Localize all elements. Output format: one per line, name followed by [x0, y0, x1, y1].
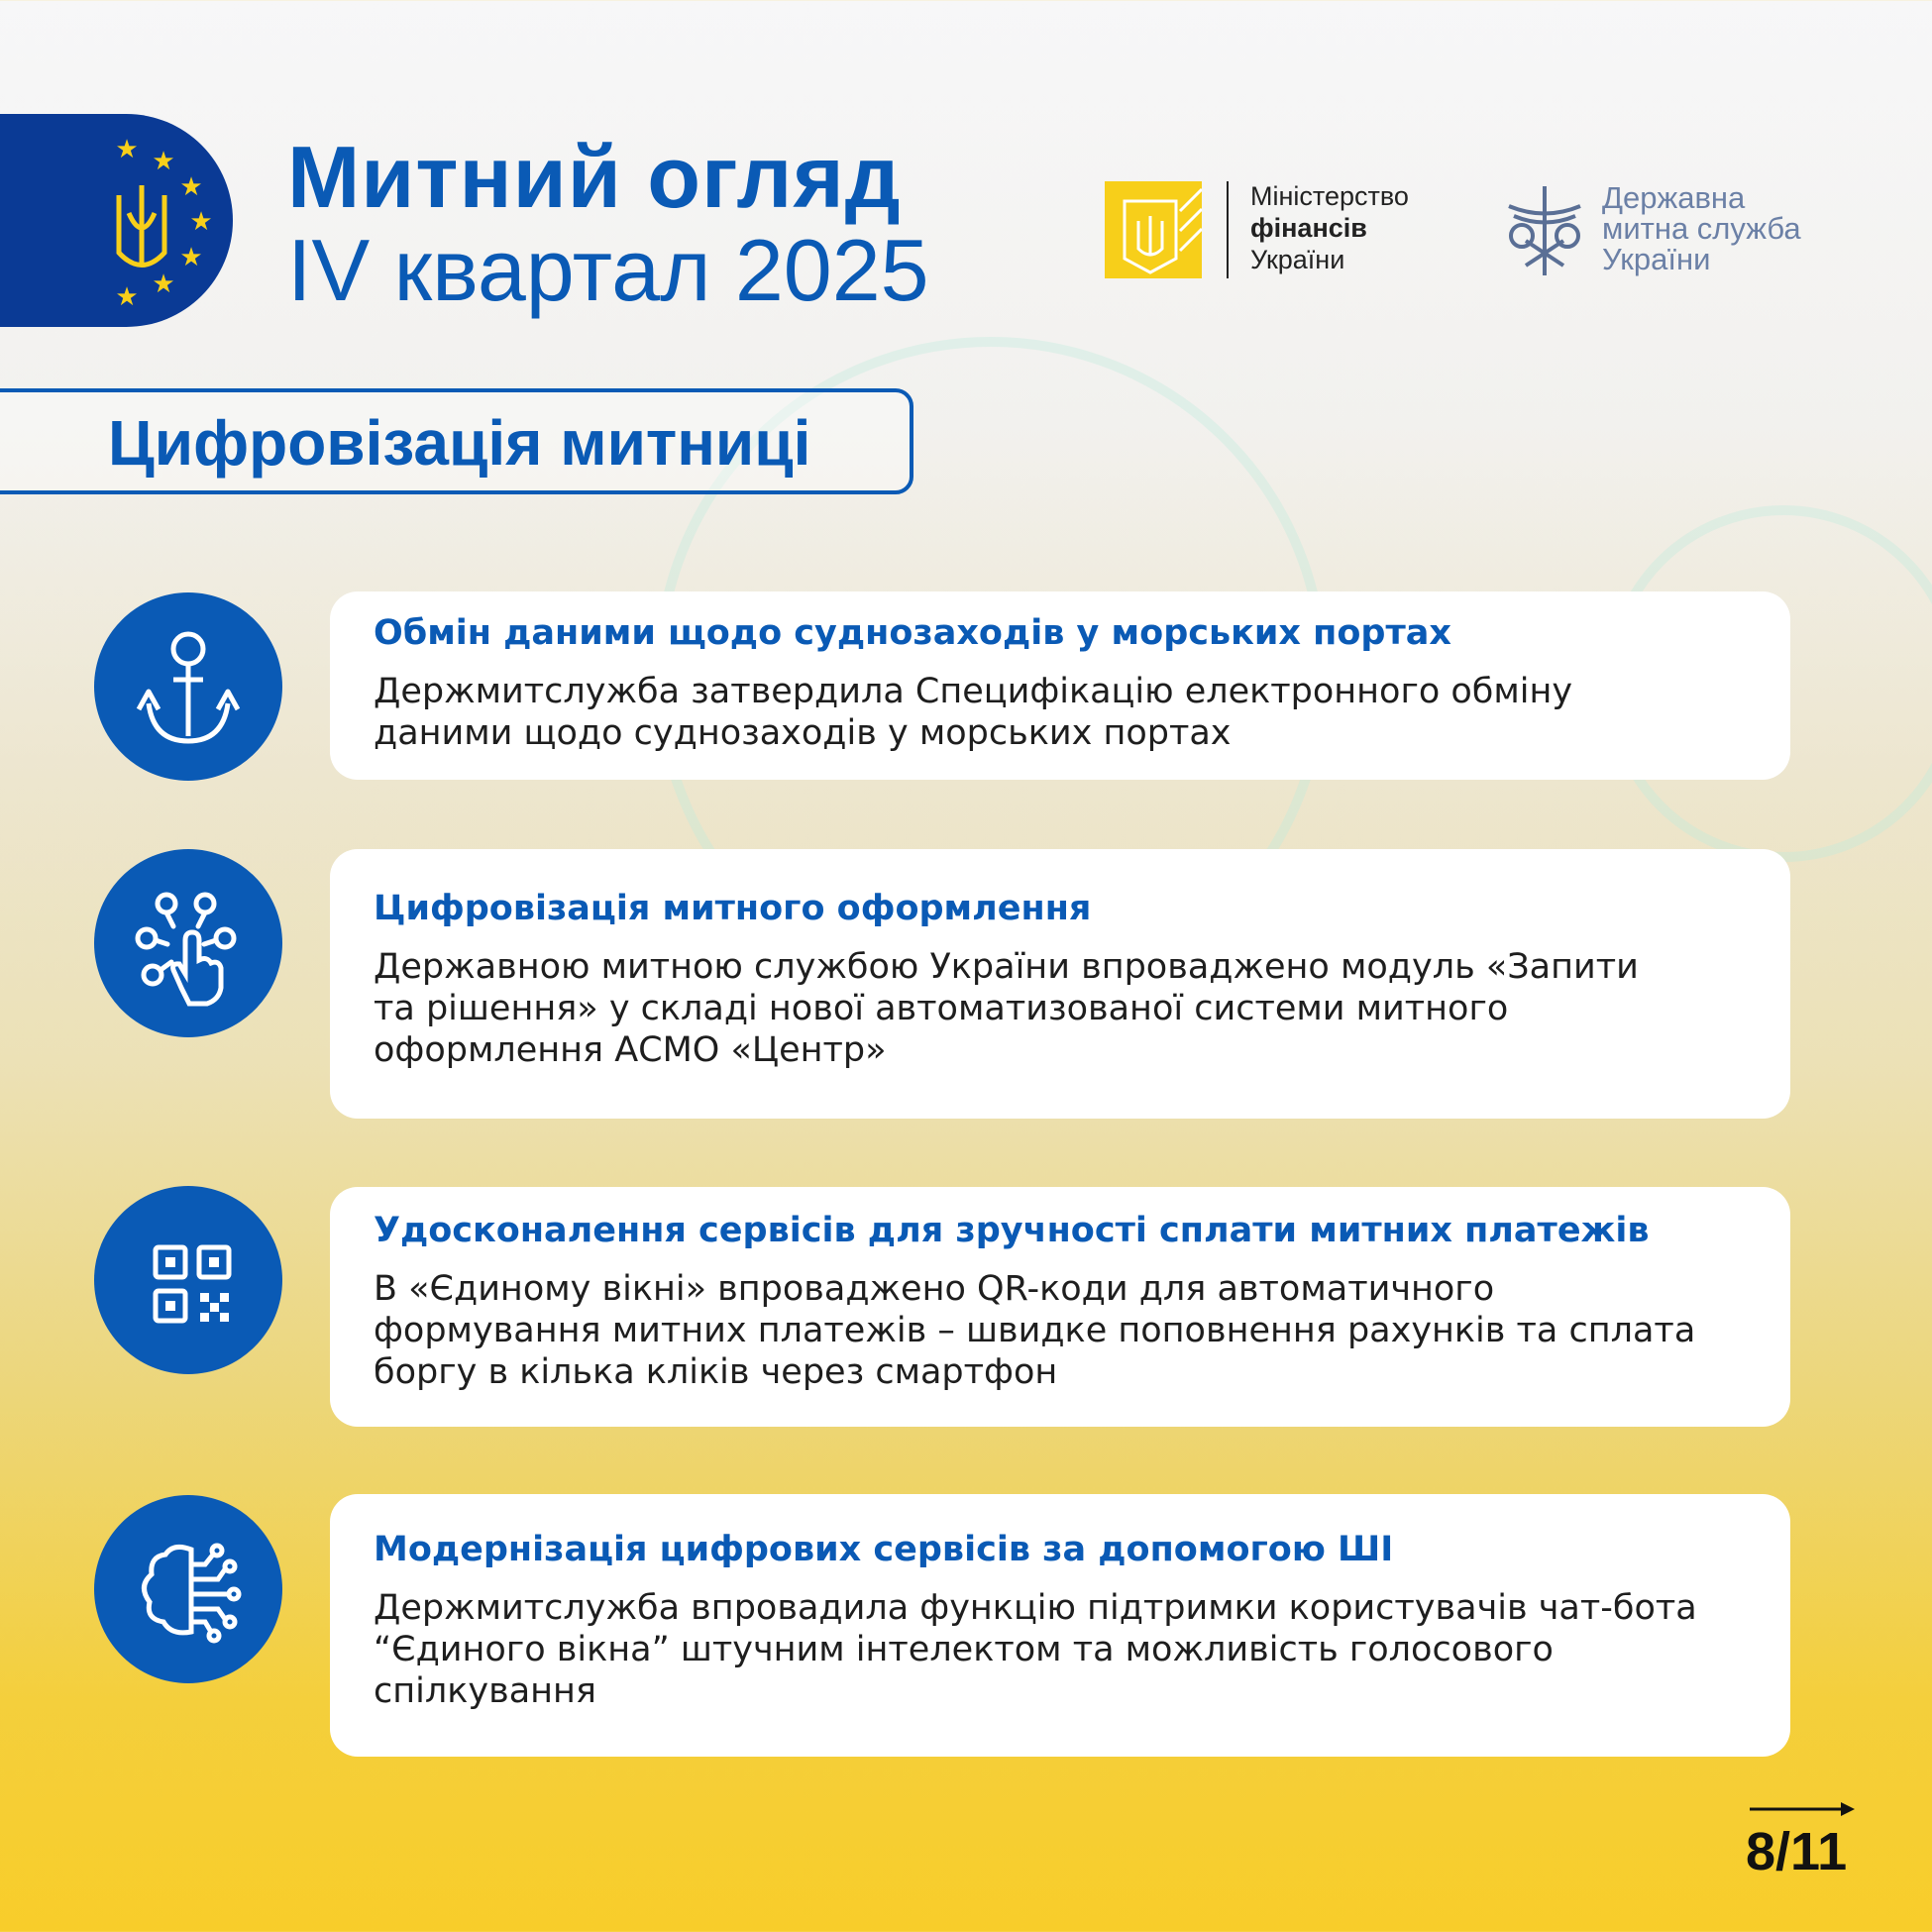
svg-text:★: ★ [115, 135, 139, 164]
news-card [330, 1494, 1790, 1757]
section-title: Цифровізація митниці [108, 407, 811, 479]
eu-ukraine-badge [0, 114, 233, 327]
logo-text: Міністерство [1250, 181, 1409, 211]
next-arrow-icon[interactable] [1750, 1799, 1859, 1819]
logo-divider [1227, 181, 1229, 278]
card-title: Модернізація цифрових сервісів за допомогою ШІ [374, 1530, 1394, 1569]
svg-text:★: ★ [152, 147, 175, 176]
card-body: Держмитслужба затвердила Специфікацію електронного обміну даними щодо суднозаходів у морських портах [374, 672, 1573, 753]
page-title: Митний огляд [287, 128, 902, 226]
logo-text: України [1602, 242, 1711, 276]
news-card [330, 591, 1790, 780]
card-body: В «Єдиному вікні» впроваджено QR-коди для автоматичного формування митних платежів – швидке поповнення рахунків та сплата боргу в кілька кліків через смартфон [374, 1269, 1696, 1392]
eu-stars-trident-icon [0, 114, 233, 327]
card-body: Держмитслужба впровадила функцію підтримки користувачів чат-бота “Єдиного вікна” штучним інтелектом та можливість голосового спілкування [374, 1588, 1697, 1711]
customs-caduceus-icon [1504, 181, 1585, 278]
logo-text: митна служба [1602, 211, 1801, 246]
news-card [330, 1187, 1790, 1427]
logo-text: Державна [1602, 180, 1746, 215]
svg-text:★: ★ [179, 243, 203, 272]
card-body: Державною митною службою України впроваджено модуль «Запити та рішення» у складі нової автоматизованої системи митного оформлення АСМО «Центр» [374, 947, 1639, 1070]
logo-text: фінансів [1250, 213, 1367, 243]
card-title: Обмін даними щодо суднозаходів у морських портах [374, 613, 1451, 653]
ministry-finance-name [1250, 180, 1409, 275]
svg-text:★: ★ [115, 282, 139, 312]
card-title: Цифровізація митного оформлення [374, 889, 1092, 928]
anchor-icon [94, 592, 282, 781]
svg-text:★: ★ [189, 207, 213, 237]
section-heading [0, 388, 913, 494]
logo-text: України [1250, 245, 1345, 274]
news-card [330, 849, 1790, 1119]
page-indicator: 8/11 [1746, 1822, 1848, 1881]
ai-brain-icon [94, 1495, 282, 1683]
ministry-finance-logo [1105, 181, 1202, 278]
svg-text:★: ★ [179, 172, 203, 202]
trident-icon [1105, 181, 1202, 278]
card-title: Удосконалення сервісів для зручності сплати митних платежів [374, 1211, 1650, 1250]
touch-network-icon [94, 849, 282, 1037]
svg-text:★: ★ [152, 269, 175, 299]
page-subtitle: IV квартал 2025 [287, 221, 929, 319]
customs-service-name [1602, 182, 1801, 274]
qr-code-icon [94, 1186, 282, 1374]
